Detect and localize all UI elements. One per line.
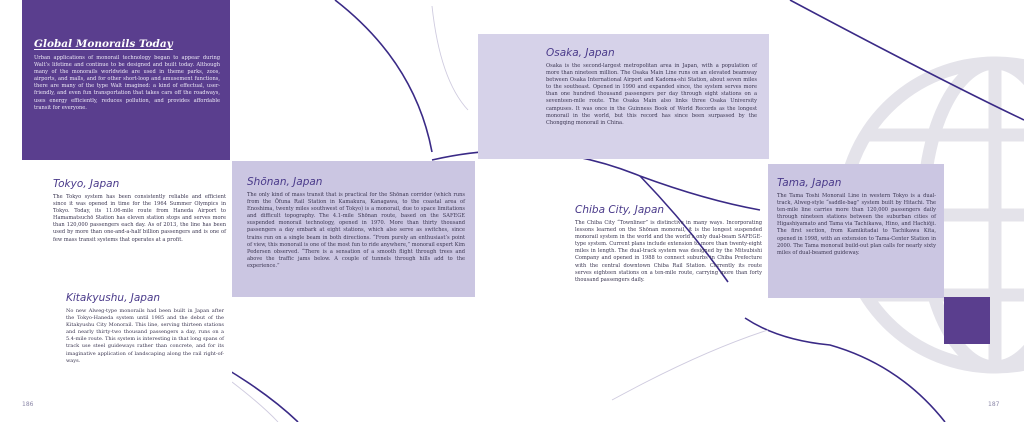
page-number-right: 187 — [988, 401, 1000, 408]
section-chiba — [568, 197, 766, 284]
section-text-chiba: The Chiba City “Townliner” is distinctive in many ways. Incorporating lessons learned on the Shōnan monorail, it is the longest suspended monorail system in the world and the world’s only dual-beam SAFEGE-type system. Current plans include extension to more than twenty-eight miles in length. The dual-track system was designed by the Mitsubishi Company and opened in 1988 to connect suburbs in Chiba Prefecture with the central downtown Chiba Rail Station. Currently its route serves eighteen stations on a ten-mile route, carrying more than forty thousand passengers daily. — [575, 220, 762, 283]
section-title-kitakyushu: Kitakyushu, Japan — [66, 292, 161, 304]
page-number-left: 186 — [22, 401, 34, 408]
section-tokyo — [46, 172, 230, 244]
section-title-osaka: Osaka, Japan — [546, 47, 615, 59]
section-text-tama: The Tama Toshi Monorail Line in western Tokyo is a dual-track, Alweg-style “saddle-bag” system built by Hitachi. The ten-mile line carries more than 120,000 passengers daily through nineteen stations between the suburban cities of Higashiyamato and Tama via Tachikawa, Hino, and Hachiōji. The first section, from Kamikitadai to Tachikawa Kita, opened in 1998, with an extension to Tama-Center Station in 2000. The Tama monorail build-out plan calls for nearly sixty miles of dual-beamed guideway. — [777, 193, 936, 256]
accent-square — [944, 297, 990, 344]
intro-title: Global Monorails Today — [34, 38, 173, 50]
section-text-osaka: Osaka is the second-largest metropolitan area in Japan, with a population of more than nineteen million. The Osaka Main Line runs on an elevated beamway between Osaka International Airport and Kadoma-shi Station, about seven miles to the southeast. Opened in 1990 and expanded since, the system serves more than one hundred thousand passengers per day through eight stations on a seventeen-mile route. The Osaka Main also links three Osaka University campuses. It was once in the Guinness Book of World Records as the longest monorail in the world, but this record has since been surpassed by the Chongqing monorail in China. — [546, 63, 757, 126]
intro-text: Urban applications of monorail technology began to appear during Walt’s lifetime and continue to be designed and built today. Although many of the monorails worldwide are used in theme parks, zoos, airports, and malls, and for other short-loop and amusement functions, there are many of the type Walt imagined: a kind of effectual, user-friendly, and even fun transportation that takes cars off the roadways, uses energy efficiently, reduces pollution, and provides affordable transit for everyone. — [34, 55, 220, 111]
section-text-tokyo: The Tokyo system has been consistently reliable and efficient since it was opened in time for the 1964 Summer Olympics in Tokyo. Today, its 11.06-mile route from Haneda Airport to Hamamatsuchō Station has eleven station stops and serves more than 120,000 passengers each day. As of 2013, the line has been used by more than one-and-a-half billion passengers and is one of few mass transit systems that operates at a profit. — [53, 194, 226, 243]
section-title-tokyo: Tokyo, Japan — [53, 178, 120, 190]
section-text-shonan: The only kind of mass transit that is practical for the Shōnan corridor (which runs from the Ōfuna Rail Station in Kamakura, Kanagawa, to the coastal area of Enoshima, twenty miles southwest of Tokyo) is a monorail, due to space limitations and difficult topography. The 4.1-mile Shōnan route, based on the SAFEGE suspended monorail technology, opened in 1970. More than thirty thousand passengers a day embark at eight stations, which also serve as switches, since trains run on a single beam in both directions. “From purely an enthusiast’s point of view, this monorail is one of the most fun to ride anywhere,” monorail expert Kim Pedersen observed. “There is a sensation of a smooth flight through trees and above the traffic jams below. A couple of tunnels through hills add to the experience.” — [247, 192, 465, 269]
section-osaka — [478, 34, 769, 159]
section-title-shonan: Shōnan, Japan — [247, 176, 323, 188]
intro-panel — [22, 0, 230, 160]
section-title-chiba: Chiba City, Japan — [575, 204, 665, 216]
section-tama — [768, 164, 944, 298]
section-title-tama: Tama, Japan — [777, 177, 842, 189]
section-kitakyushu — [22, 283, 232, 395]
section-text-kitakyushu: No new Alweg-type monorails had been built in Japan after the Tokyo-Haneda system until 1985 and the debut of the Kitakyushu City Monorail. This line, serving thirteen stations and nearly thirty-two thousand passengers a day, runs on a 5.4-mile route. This system is interesting in that long spans of track use steel guideways rather than concrete, and for its imaginative application of landscaping along the rail right-of-ways. — [66, 308, 224, 364]
section-shonan — [232, 161, 475, 297]
